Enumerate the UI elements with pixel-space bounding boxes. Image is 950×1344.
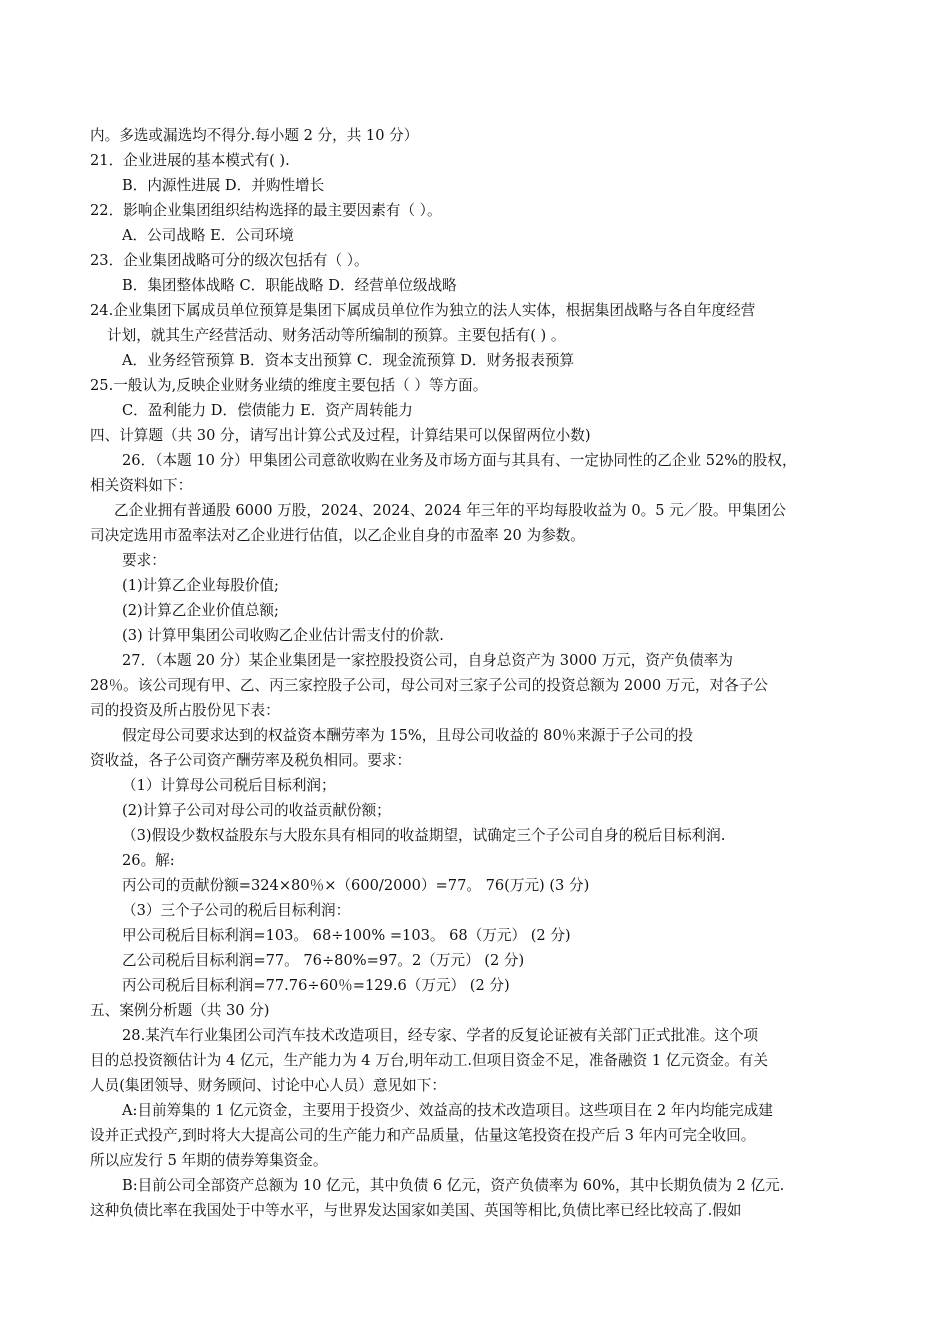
opinion-a-continued-2: 所以应发行 5 年期的债券筹集资金。 bbox=[90, 1152, 328, 1169]
question-27-req-1: （1）计算母公司税后目标利润； bbox=[122, 777, 336, 794]
question-26-req-2: (2)计算乙企业价值总额; bbox=[122, 602, 279, 619]
answer-part-3-heading: （3）三个子公司的税后目标利润： bbox=[122, 902, 351, 919]
opinion-b-continued: 这种负债比率在我国处于中等水平，与世界发达国家如美国、英国等相比,负债比率已经比较高了.假如 bbox=[90, 1202, 742, 1219]
question-23-options: B．集团整体战略 C．职能战略 D．经营单位级战略 bbox=[122, 277, 457, 294]
opinion-a-continued: 设并正式投产,到时将大大提高公司的生产能力和产品质量，估量这笔投资在投产后 3 年内可完全收回。 bbox=[90, 1127, 756, 1144]
question-27-assumption: 假定母公司要求达到的权益资本酬劳率为 15%，且母公司收益的 80％来源于子公司的投 bbox=[122, 727, 694, 744]
question-27-req-2: (2)计算子公司对母公司的收益贡献份额； bbox=[122, 802, 391, 819]
answer-bing-profit: 丙公司税后目标利润=77.76÷60％=129.6（万元） (2 分) bbox=[122, 977, 510, 994]
question-26-data: 乙企业拥有普通股 6000 万股，2024、2024、2024 年三年的平均每股收益为 0。5 元／股。甲集团公 bbox=[114, 502, 786, 519]
question-22: 22．影响企业集团组织结构选择的最主要因素有（ ）。 bbox=[90, 202, 442, 219]
answer-26-heading: 26。解: bbox=[122, 852, 175, 869]
question-26-req-1: (1)计算乙企业每股价值; bbox=[122, 577, 279, 594]
section-heading-case-analysis: 五、案例分析题（共 30 分) bbox=[90, 1002, 270, 1019]
opinion-a: A:目前筹集的 1 亿元资金，主要用于投资少、效益高的技术改造项目。这些项目在 2 年内均能完成建 bbox=[122, 1102, 773, 1119]
answer-jia-profit: 甲公司税后目标利润=103。 68÷100% =103。 68（万元） (2 分) bbox=[122, 927, 571, 944]
question-24-options: A．业务经管预算 B．资本支出预算 C．现金流预算 D．财务报表预算 bbox=[122, 352, 575, 369]
question-28: 28.某汽车行业集团公司汽车技术改造项目，经专家、学者的反复论证被有关部门正式批准。这个项 bbox=[122, 1027, 759, 1044]
answer-yi-profit: 乙公司税后目标利润=77。 76÷80%=97。2（万元） (2 分) bbox=[122, 952, 525, 969]
question-23: 23．企业集团战略可分的级次包括有（ ）。 bbox=[90, 252, 369, 269]
question-21: 21．企业进展的基本模式有( ). bbox=[90, 152, 290, 169]
question-26-requirements-label: 要求： bbox=[122, 552, 166, 569]
question-21-options: B．内源性进展 D．并购性增长 bbox=[122, 177, 325, 194]
question-28-continued-2: 人员(集团领导、财务顾问、讨论中心人员）意见如下： bbox=[90, 1077, 446, 1094]
section-intro-text: 内。多选或漏选均不得分.每小题 2 分，共 10 分） bbox=[90, 127, 419, 144]
opinion-b: B:目前公司全部资产总额为 10 亿元，其中负债 6 亿元，资产负债率为 60%，其中长期负债为 2 亿元. bbox=[122, 1177, 785, 1194]
question-27-continued-2: 司的投资及所占股份见下表： bbox=[90, 702, 280, 719]
answer-contribution-bing: 丙公司的贡献份额=324×80％×（600/2000）=77。 76(万元) (3 分) bbox=[122, 877, 590, 894]
question-24-continued: 计划，就其生产经营活动、财务活动等所编制的预算。主要包括有( ) 。 bbox=[107, 327, 566, 344]
question-25: 25.一般认为,反映企业财务业绩的维度主要包括（ ）等方面。 bbox=[90, 377, 488, 394]
question-26-continued: 相关资料如下： bbox=[90, 477, 193, 494]
question-26-data-continued: 司决定选用市盈率法对乙企业进行估值，以乙企业自身的市盈率 20 为参数。 bbox=[90, 527, 585, 544]
question-27-continued: 28％。该公司现有甲、乙、丙三家控股子公司，母公司对三家子公司的投资总额为 2000 万元，对各子公 bbox=[90, 677, 768, 694]
question-27-req-3: （3)假设少数权益股东与大股东具有相同的收益期望，试确定三个子公司自身的税后目标利润. bbox=[122, 827, 726, 844]
section-heading-calculation: 四、计算题（共 30 分，请写出计算公式及过程，计算结果可以保留两位小数) bbox=[90, 427, 591, 444]
question-27: 27．（本题 20 分）某企业集团是一家控股投资公司，自身总资产为 3000 万元，资产负债率为 bbox=[122, 652, 733, 669]
question-26-req-3: (3) 计算甲集团公司收购乙企业估计需支付的价款. bbox=[122, 627, 444, 644]
question-25-options: C．盈利能力 D．偿债能力 E．资产周转能力 bbox=[122, 402, 413, 419]
question-26: 26．（本题 10 分）甲集团公司意欲收购在业务及市场方面与其具有、一定协同性的乙企业 52%的股权， bbox=[122, 452, 797, 469]
question-28-continued: 目的总投资额估计为 4 亿元，生产能力为 4 万台,明年动工.但项目资金不足，准备融资 1 亿元资金。有关 bbox=[90, 1052, 768, 1069]
question-22-options: A．公司战略 E．公司环境 bbox=[122, 227, 294, 244]
question-27-assumption-continued: 资收益，各子公司资产酬劳率及税负相同。要求： bbox=[90, 752, 412, 769]
question-24: 24.企业集团下属成员单位预算是集团下属成员单位作为独立的法人实体，根据集团战略与各自年度经营 bbox=[90, 302, 756, 319]
